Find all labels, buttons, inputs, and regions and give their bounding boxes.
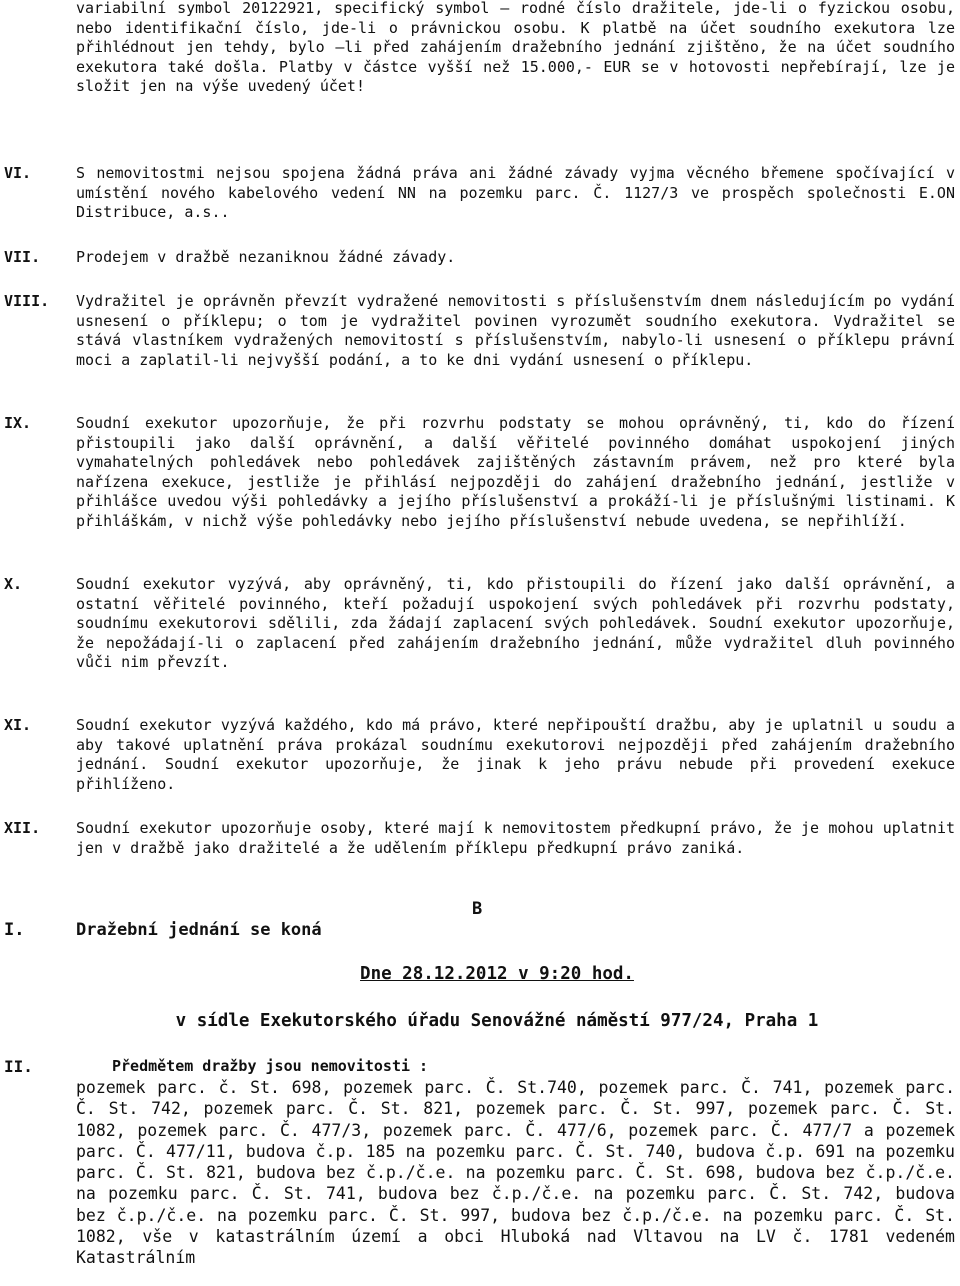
property-list: pozemek parc. č. St. 698, pozemek parc. Č. St.740, pozemek parc. Č. 741, pozemek parc. Č. St. 742, pozemek parc. Č. St. 821, pozemek parc. Č. St. 997, pozemek parc. Č. St. 1082, pozemek parc. Č. 477/3, pozemek parc. Č. 477/6, pozemek parc. Č. 477/7 a pozemek parc. Č. 477/11, budova č.p. 185 na pozemku parc. Č. St. 740, budova č.p. 691 na pozemku parc. Č. St. 821, budova bez č.p./č.e. na pozemku parc. Č. St. 698, budova bez č.p./č.e. na pozemku parc. Č. St. 741, budova bez č.p./č.e. na pozemku parc. Č. St. 742, budova bez č.p./č.e. na pozemku parc. Č. St. 997, budova bez č.p./č.e. na pozemku parc. Č. St. 1082, vše v katastrálním území a obci Hluboká nad Vltavou na LV č. 1781 vedeném Katastrálním — [76, 1078, 955, 1268]
section-number-vii: VII. — [4, 248, 41, 266]
auction-location: v sídle Exekutorského úřadu Senovážné náměstí 977/24, Praha 1 — [175, 1011, 819, 1031]
section-text-viii: Vydražitel je oprávněn převzít vydražené nemovitosti s příslušenstvím dnem následujícím po vydání usnesení o příklepu; o tom je vydražitel povinen vyrozumět soudního exekutora. Vydražitel se stává vlastníkem vydražených nemovitostí s příslušenstvím, nabylo-li usnesení o příklepu právní moci a zaplatil-li nejvyšší podání, a to ke dni vydání usnesení o příklepu. — [76, 292, 955, 369]
intro-paragraph: variabilní symbol 20122921, specifický symbol – rodné číslo dražitele, jde-li o fyzickou osobu, nebo identifikační číslo, jde-li o právnickou osobu. K platbě na účet soudního exekutora lze přihlédnout jen tehdy, bylo –li před zahájením dražebního jednání zjištěno, že na účet soudního exekutora také došla. Platby v částce vyšší než 15.000,- EUR se v hotovosti nepřebírají, lze je složit jen na výše uvedený účet! — [76, 0, 955, 96]
section-text-vi: S nemovitostmi nejsou spojena žádná práva ani žádné závady vyjma věcného břemene spočívající v umístění nového kabelového vedení NN na pozemku parc. Č. 1127/3 ve prospěch společnosti E.ON Distribuce, a.s.. — [76, 164, 955, 222]
section-number-xii: XII. — [4, 819, 41, 837]
auction-heading: Dražební jednání se koná — [76, 920, 322, 940]
auction-date: Dne 28.12.2012 v 9:20 hod. — [360, 964, 634, 984]
section-number-xi: XI. — [4, 716, 32, 734]
section-text-ix: Soudní exekutor upozorňuje, že při rozvrhu podstaty se mohou oprávněný, ti, kdo do řízení přistoupili jako další oprávnění, a další věřitelé povinného domáhat uspokojení jiných vymahatelných pohledávek nebo pohledávek zajištěných zástavním právem, než pro které byla nařízena exekuce, jestliže je přihlásí nejpozději do zahájení dražebního jednání, jestliže v přihlášce uvedou výši pohledávky a jejího příslušenství a prokáží-li je příslušnými listinami. K přihláškám, v nichž výše pohledávky nebo jejího příslušenství nebude uvedena, se nepřihlíží. — [76, 414, 955, 530]
section-number-x: X. — [4, 575, 23, 593]
section-number-ix: IX. — [4, 414, 32, 432]
section-text-vii: Prodejem v dražbě nezaniknou žádné závady. — [76, 248, 456, 266]
section-text-x: Soudní exekutor vyzývá, aby oprávněný, ti, kdo přistoupili do řízení jako další oprávnění, a ostatní věřitelé povinného, kteří požadují uspokojení svých pohledávek při rozvrhu podstaty, soudnímu exekutorovi sdělili, zda žádají zaplacení svých pohledávek. Soudní exekutor upozorňuje, že nepožádají-li o zaplacení před zahájením dražebního jednání, může vydražitel dluh povinného vůči nim převzít. — [76, 575, 955, 672]
section-number-b-ii: II. — [4, 1057, 33, 1076]
section-text-xii: Soudní exekutor upozorňuje osoby, které mají k nemovitostem předkupní právo, že je mohou uplatnit jen v dražbě jako dražitelé a že udělením příklepu předkupní právo zaniká. — [76, 819, 955, 857]
section-number-vi: VI. — [4, 164, 32, 182]
section-text-xi: Soudní exekutor vyzývá každého, kdo má právo, které nepřipouští dražbu, aby je uplatnil u soudu a aby takové uplatnění práva prokázal soudnímu exekutorovi nejpozději před zahájením dražebního jednání. Soudní exekutor upozorňuje, že jinak k jeho právu nebude při provedení exekuce přihlíženo. — [76, 716, 955, 793]
subject-heading: Předmětem dražby jsou nemovitosti : — [112, 1057, 429, 1075]
section-number-viii: VIII. — [4, 292, 50, 310]
part-b-letter: B — [472, 899, 483, 919]
section-number-b-i: I. — [4, 920, 25, 940]
